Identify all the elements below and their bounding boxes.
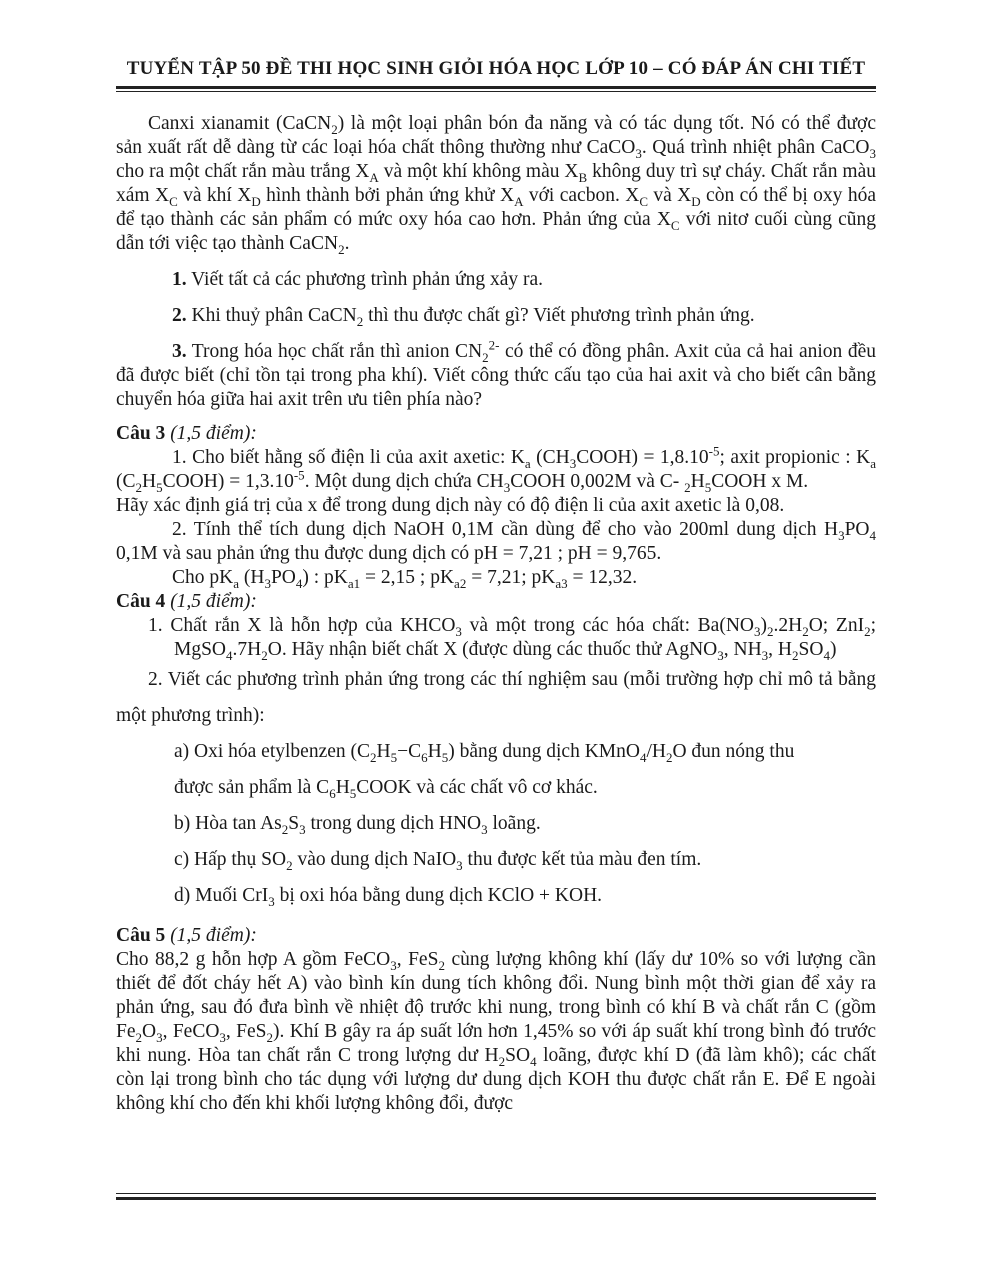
cau-4-heading: Câu 4 (1,5 điểm): bbox=[116, 591, 257, 612]
footer-rule-thin bbox=[116, 1193, 876, 1194]
cau-4-item-b: b) Hòa $\tan As_2S_3$ trong dung dịch $HNO_3$ loãng. bbox=[174, 813, 541, 837]
cau-4-part-1: 1. Chất rắn X là hỗn hợp của $KHCO_3$ và một trong các hóa chất: $Ba(NO_3)_2.2H_2O$; ZnI$_2$; $MgSO_4.7H_2O$. Hãy nhận biết chất X (được dùng các thuốc thử AgNO$_3$, $NH_3$, $H_2SO_4$) bbox=[148, 615, 876, 663]
header-rule bbox=[116, 86, 876, 89]
question-1: 1. Viết tất cả các phương trình phản ứng xảy ra. bbox=[172, 269, 544, 290]
cau-3-part-1: 1. Cho biết hằng số điện li của axit axetic: $K_a$ $(CH_3COOH) = 1,8.10^{-5}$; axit propionic : $K_a$ $(C_2H_5COOH) = 1,3.10^{-5}$. Một dung dịch chứa $CH_3COOH$ 0,002M và C- $_2H_5COOH$ x M. bbox=[116, 443, 876, 495]
page-header: TUYỂN TẬP 50 ĐỀ THI HỌC SINH GIỎI HÓA HỌC LỚP 10 – CÓ ĐÁP ÁN CHI TIẾT bbox=[126, 58, 866, 79]
question-2: 2. Khi thuỷ phân CaCN$_2$ thì thu được chất gì? Viết phương trình phản ứng. bbox=[172, 305, 755, 329]
cau-3-heading: Câu 3 (1,5 điểm): bbox=[116, 423, 257, 444]
cau-4-item-a: a) Oxi hóa etylbenzen $(C_2H_5-C_6H_5)$ bằng dung dịch $KMnO_4/H_2O$ đun nóng thu bbox=[174, 741, 795, 765]
cau-3-part-2: 2. Tính thể tích dung dịch NaOH 0,1M cần dùng để cho vào 200ml dung dịch $H_3PO_4$ 0,1M và sau phản ứng thu được dung dịch có pH = 7,21 ; pH = 9,765. bbox=[116, 519, 876, 564]
cau-3-part-1-task: Hãy xác định giá trị của x để trong dung dịch này có độ điện li của axit axetic là 0,08. bbox=[116, 495, 785, 516]
cau-4-item-a-cont: được sản phẩm là $C_6H_5COOK$ và các chất vô cơ khác. bbox=[174, 777, 598, 801]
question-3: 3. Trong hóa học chất rắn thì anion $CN_2^{2-}$ có thể có đồng phân. Axit của cả hai anion đều đã được biết (chỉ tồn tại trong pha khí). Viết công thức cấu tạo của hai axit và cho biết cân bằng chuyển hóa giữa hai axit trên ưu tiên phía nào? bbox=[116, 337, 876, 410]
cau-3-constants: Cho $pK_a$ $(H_3PO_4)$ : $pK_{a1} = 2,15$ ; $pK_{a2} = 7,21$; $pK_{a3} = 12,32$. bbox=[172, 567, 638, 591]
cau-4-item-d: d) Muối CrI$_3$ bị oxi hóa bằng dung dịch KClO + KOH. bbox=[174, 885, 603, 909]
footer-rule bbox=[116, 1197, 876, 1200]
cau-5-heading: Câu 5 (1,5 điểm): bbox=[116, 925, 257, 946]
header-rule-thin bbox=[116, 91, 876, 92]
cau-4-item-c: c) Hấp thụ $SO_2$ vào dung dịch NaIO$_3$ thu được kết tủa màu đen tím. bbox=[174, 849, 702, 873]
intro-paragraph: Canxi xianamit (CaCN$_2$) là một loại phân bón đa năng và có tác dụng tốt. Nó có thể được sản xuất rất dễ dàng từ các loại hóa chất thông thường như CaCO$_3$. Quá trình nhiệt phân CaCO$_3$ cho ra một chất rắn màu trắng $X_A$ và một khí không màu $X_B$ không duy trì sự cháy. Chất rắn màu xám $X_C$ và khí $X_D$ hình thành bởi phản ứng khử $X_A$ với cacbon. $X_C$ và $X_D$ còn có thể bị oxy hóa để tạo thành các sản phẩm có mức oxy hóa cao hơn. Phản ứng của $X_C$ với nitơ cuối cùng cũng dẫn tới việc tạo thành CaCN$_2$. bbox=[116, 113, 876, 257]
cau-4-part-2: 2. Viết các phương trình phản ứng trong các thí nghiệm sau (mỗi trường hợp chỉ mô tả bằng một phương trình): bbox=[116, 669, 876, 726]
document-body bbox=[116, 112, 876, 1116]
cau-5-paragraph: Cho 88,2 g hỗn hợp A gồm FeCO$_3$, FeS$_2$ cùng lượng không khí (lấy dư 10% so với lượng cần thiết để đốt cháy hết A) vào bình kín dung tích không đổi. Nung bình một thời gian để xảy ra phản ứng, sau đó đưa bình về nhiệt độ trước khi nung, trong bình có khí B và chất rắn C (gồm $Fe_2O_3$, FeCO$_3$, FeS$_2$). Khí B gây ra áp suất lớn hơn 1,45% so với áp suất khí trong bình đó trước khi nung. Hòa tan chất rắn C trong lượng dư $H_2SO_4$ loãng, được khí D (đã làm khô); các chất còn lại trong bình cho tác dụng với lượng dư dung dịch KOH thu được chất rắn E. Để E ngoài không khí cho đến khi khối lượng không đổi, được bbox=[116, 949, 876, 1114]
cau-4-subitems bbox=[116, 734, 876, 914]
